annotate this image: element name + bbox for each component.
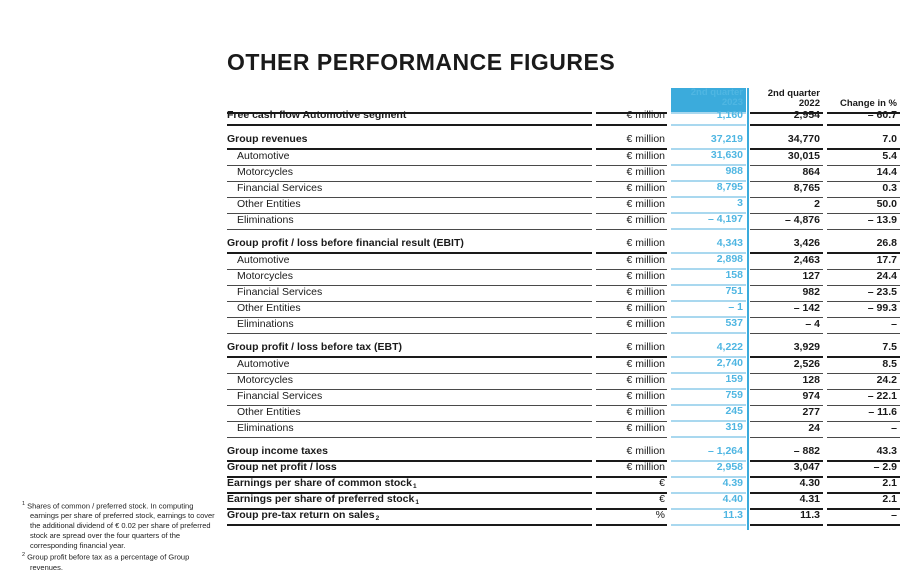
row-change-percent: –	[827, 422, 900, 438]
row-unit: € million	[596, 406, 667, 422]
row-value-2022: 3,929	[750, 342, 823, 358]
row-label: Group pre-tax return on sales $_2$	[227, 510, 592, 526]
row-change-percent: – 22.1	[827, 390, 900, 406]
row-change-percent: 24.4	[827, 270, 900, 286]
row-value-2022: – 882	[750, 446, 823, 462]
header-2nd-quarter-2022: 2nd quarter 2022	[750, 88, 823, 114]
row-label: Eliminations	[227, 422, 592, 438]
row-label: Earnings per share of common stock $_1$	[227, 478, 592, 494]
row-label: Earnings per share of preferred stock $_1$	[227, 494, 592, 510]
table-row	[227, 182, 900, 198]
row-unit: € million	[596, 254, 667, 270]
row-unit: € million	[596, 358, 667, 374]
row-change-percent: – 13.9	[827, 214, 900, 230]
row-unit: € million	[596, 150, 667, 166]
row-unit: € million	[596, 198, 667, 214]
row-unit: %	[596, 510, 667, 526]
table-row	[227, 302, 900, 318]
row-unit: € million	[596, 214, 667, 230]
footnotes	[22, 501, 222, 574]
table-row	[227, 270, 900, 286]
row-value-2022: 3,426	[750, 238, 823, 254]
row-label: Financial Services	[227, 182, 592, 198]
row-value-2022: 127	[750, 270, 823, 286]
footnote-reference: 1	[412, 482, 417, 490]
table-row	[227, 198, 900, 214]
row-value-2023: 4.40	[671, 494, 746, 510]
row-value-2023: 31,630	[671, 150, 746, 166]
table-header	[227, 87, 900, 110]
row-value-2022: 4.30	[750, 478, 823, 494]
table-row	[227, 422, 900, 438]
row-label: Free cash flow Automotive segment	[227, 110, 592, 126]
row-label: Automotive	[227, 150, 592, 166]
table-row	[227, 134, 900, 150]
footnote-1-marker: 1	[22, 501, 26, 507]
row-value-2023: 759	[671, 390, 746, 406]
row-label: Financial Services	[227, 390, 592, 406]
table-row	[227, 390, 900, 406]
performance-table	[227, 88, 900, 526]
row-value-2023: 1,160	[671, 110, 746, 126]
row-label: Automotive	[227, 254, 592, 270]
row-value-2023: 11.3	[671, 510, 746, 526]
row-label: Automotive	[227, 358, 592, 374]
row-change-percent: 50.0	[827, 198, 900, 214]
row-change-percent: – 11.6	[827, 406, 900, 422]
table-row	[227, 166, 900, 182]
row-value-2023: 2,898	[671, 254, 746, 270]
table-row	[227, 254, 900, 270]
table-row	[227, 510, 900, 526]
table-row	[227, 478, 900, 494]
row-value-2023: – 1	[671, 302, 746, 318]
row-value-2022: 2	[750, 198, 823, 214]
row-change-percent: – 2.9	[827, 462, 900, 478]
row-unit: €	[596, 478, 667, 494]
row-label: Eliminations	[227, 214, 592, 230]
row-unit: € million	[596, 422, 667, 438]
table-row	[227, 342, 900, 358]
footnote-reference: 1	[415, 498, 419, 506]
row-value-2022: 24	[750, 422, 823, 438]
row-unit: € million	[596, 390, 667, 406]
footnote-1	[22, 501, 222, 551]
row-value-2022: 30,015	[750, 150, 823, 166]
table-row	[227, 358, 900, 374]
row-unit: € million	[596, 286, 667, 302]
row-change-percent: 2.1	[827, 478, 900, 494]
row-unit: € million	[596, 270, 667, 286]
row-value-2023: – 1,264	[671, 446, 746, 462]
row-label: Group income taxes	[227, 446, 592, 462]
footnote-2-text: Group profit before tax as a percentage of Group revenues.	[27, 552, 190, 572]
table-row	[227, 374, 900, 390]
row-value-2023: 3	[671, 198, 746, 214]
row-value-2022: 2,954	[750, 110, 823, 126]
row-label: Group net profit / loss	[227, 462, 592, 478]
row-change-percent: 26.8	[827, 238, 900, 254]
row-value-2023: 2,740	[671, 358, 746, 374]
row-value-2023: 159	[671, 374, 746, 390]
row-value-2023: 8,795	[671, 182, 746, 198]
row-unit: € million	[596, 446, 667, 462]
row-value-2022: 34,770	[750, 134, 823, 150]
row-value-2022: 3,047	[750, 462, 823, 478]
footnote-reference: 2	[375, 514, 380, 522]
footnote-2-marker: 2	[22, 552, 26, 559]
row-value-2022: 2,463	[750, 254, 823, 270]
row-change-percent: –	[827, 510, 900, 526]
row-value-2023: 158	[671, 270, 746, 286]
row-change-percent: 7.0	[827, 134, 900, 150]
row-label: Other Entities	[227, 406, 592, 422]
row-change-percent: – 23.5	[827, 286, 900, 302]
row-value-2022: 2,526	[750, 358, 823, 374]
row-change-percent: 17.7	[827, 254, 900, 270]
row-value-2023: 245	[671, 406, 746, 422]
row-value-2023: 988	[671, 166, 746, 182]
row-change-percent: –	[827, 318, 900, 334]
row-value-2023: 2,958	[671, 462, 746, 478]
row-unit: € million	[596, 182, 667, 198]
table-row	[227, 286, 900, 302]
row-change-percent: – 99.3	[827, 302, 900, 318]
row-unit: € million	[596, 318, 667, 334]
row-value-2023: 4,343	[671, 238, 746, 254]
row-unit: € million	[596, 134, 667, 150]
row-label: Group profit / loss before financial result (EBIT)	[227, 238, 592, 254]
row-value-2023: 37,219	[671, 134, 746, 150]
row-label: Other Entities	[227, 198, 592, 214]
row-label: Other Entities	[227, 302, 592, 318]
highlight-column-rule	[747, 88, 749, 530]
row-change-percent: 43.3	[827, 446, 900, 462]
row-value-2023: – 4,197	[671, 214, 746, 230]
row-value-2022: – 142	[750, 302, 823, 318]
footnote-1-text: Shares of common / preferred stock. In computing earnings per share of preferred stock, earnings to cover the additional dividend of € 0.02 per share of preferred stock are spread over the four quarters of the corresponding financial year.	[27, 501, 215, 551]
row-change-percent: 7.5	[827, 342, 900, 358]
table-row	[227, 214, 900, 230]
table-body	[227, 110, 900, 526]
row-value-2022: 864	[750, 166, 823, 182]
row-value-2023: 4.39	[671, 478, 746, 494]
row-value-2022: 982	[750, 286, 823, 302]
row-value-2022: 974	[750, 390, 823, 406]
row-change-percent: 2.1	[827, 494, 900, 510]
row-label: Group profit / loss before tax (EBT)	[227, 342, 592, 358]
row-value-2022: 4.31	[750, 494, 823, 510]
table-row	[227, 318, 900, 334]
row-change-percent: 8.5	[827, 358, 900, 374]
row-change-percent: – 60.7	[827, 110, 900, 126]
row-change-percent: 0.3	[827, 182, 900, 198]
row-label: Motorcycles	[227, 166, 592, 182]
row-value-2023: 537	[671, 318, 746, 334]
row-label: Financial Services	[227, 286, 592, 302]
row-label: Eliminations	[227, 318, 592, 334]
table-row	[227, 446, 900, 462]
header-change-percent: Change in %	[827, 88, 900, 114]
row-unit: € million	[596, 302, 667, 318]
row-label: Group revenues	[227, 134, 592, 150]
table-row	[227, 110, 900, 126]
row-change-percent: 5.4	[827, 150, 900, 166]
row-value-2022: – 4	[750, 318, 823, 334]
row-value-2022: 277	[750, 406, 823, 422]
row-value-2023: 319	[671, 422, 746, 438]
row-value-2023: 4,222	[671, 342, 746, 358]
row-unit: € million	[596, 238, 667, 254]
row-value-2022: 128	[750, 374, 823, 390]
row-value-2022: 8,765	[750, 182, 823, 198]
row-unit: € million	[596, 374, 667, 390]
row-value-2023: 751	[671, 286, 746, 302]
page-title: OTHER PERFORMANCE FIGURES	[227, 49, 616, 75]
footnote-2	[22, 552, 222, 572]
row-unit: € million	[596, 166, 667, 182]
table-row	[227, 406, 900, 422]
header-2nd-quarter-2023: 2nd quarter 2023	[671, 88, 746, 114]
row-value-2022: – 4,876	[750, 214, 823, 230]
row-unit: € million	[596, 342, 667, 358]
row-value-2022: 11.3	[750, 510, 823, 526]
row-label: Motorcycles	[227, 374, 592, 390]
table-row	[227, 462, 900, 478]
table-row	[227, 150, 900, 166]
row-unit: € million	[596, 110, 667, 126]
table-row	[227, 238, 900, 254]
row-change-percent: 24.2	[827, 374, 900, 390]
table-row	[227, 494, 900, 510]
row-change-percent: 14.4	[827, 166, 900, 182]
row-unit: €	[596, 494, 667, 510]
row-label: Motorcycles	[227, 270, 592, 286]
row-unit: € million	[596, 462, 667, 478]
